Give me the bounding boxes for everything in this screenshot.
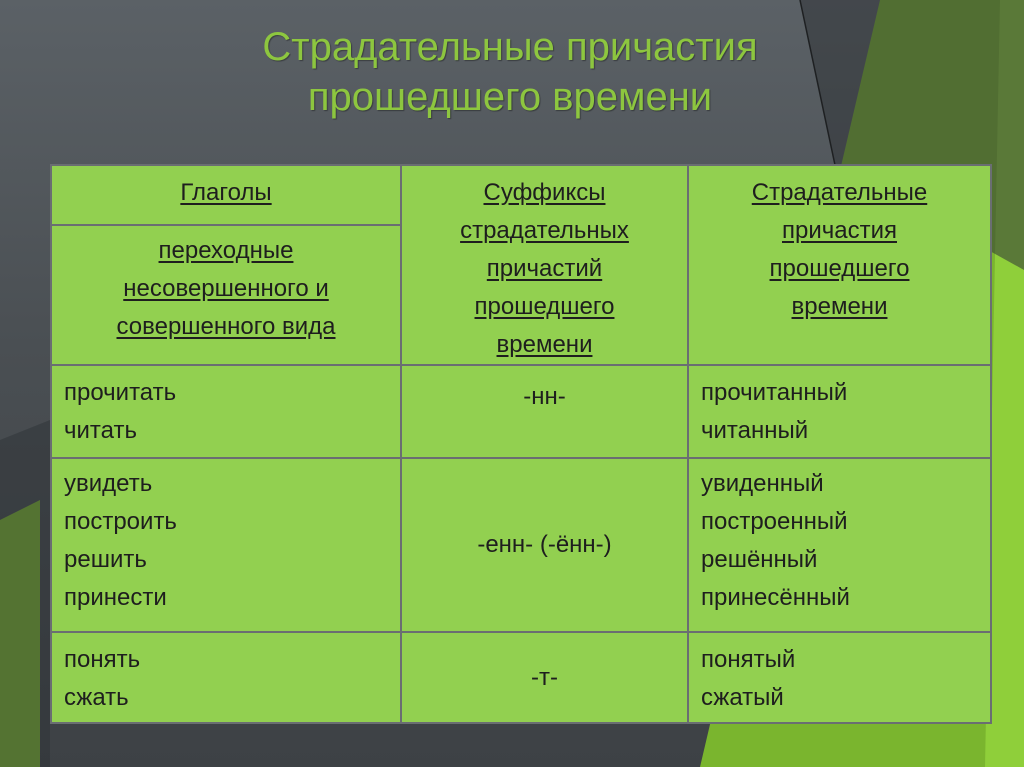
row2-participles: увиденный построенный решённый принесённый (688, 458, 991, 632)
row1-verbs: прочитать читать (51, 365, 401, 458)
title-line-1: Страдательные причастия (262, 25, 758, 69)
participles-table (50, 164, 992, 724)
table-row (51, 458, 991, 632)
row3-suffix: -т- (401, 632, 688, 723)
title-line-2: прошедшего времени (307, 75, 713, 119)
row3-participles: понятый сжатый (688, 632, 991, 723)
row1-participles: прочитанный читанный (688, 365, 991, 458)
dark-bottom-wedge (0, 420, 50, 767)
row2-verbs: увидеть построить решить принести (51, 458, 401, 632)
row3-verbs: понять сжать (51, 632, 401, 723)
header-participles: Страдательные причастия прошедшего времени (688, 165, 991, 365)
header-verbs-sub: переходные несовершенного и совершенного вида (51, 225, 401, 365)
row1-suffix: -нн- (401, 365, 688, 458)
header-row (51, 165, 991, 225)
slide-title (150, 22, 870, 122)
table-row (51, 632, 991, 723)
table-row (51, 365, 991, 458)
header-verbs: Глаголы (51, 165, 401, 225)
header-suffixes: Суффиксы страдательных причастий прошедшего времени (401, 165, 688, 365)
row2-suffix: -енн- (-ённ-) (401, 458, 688, 632)
